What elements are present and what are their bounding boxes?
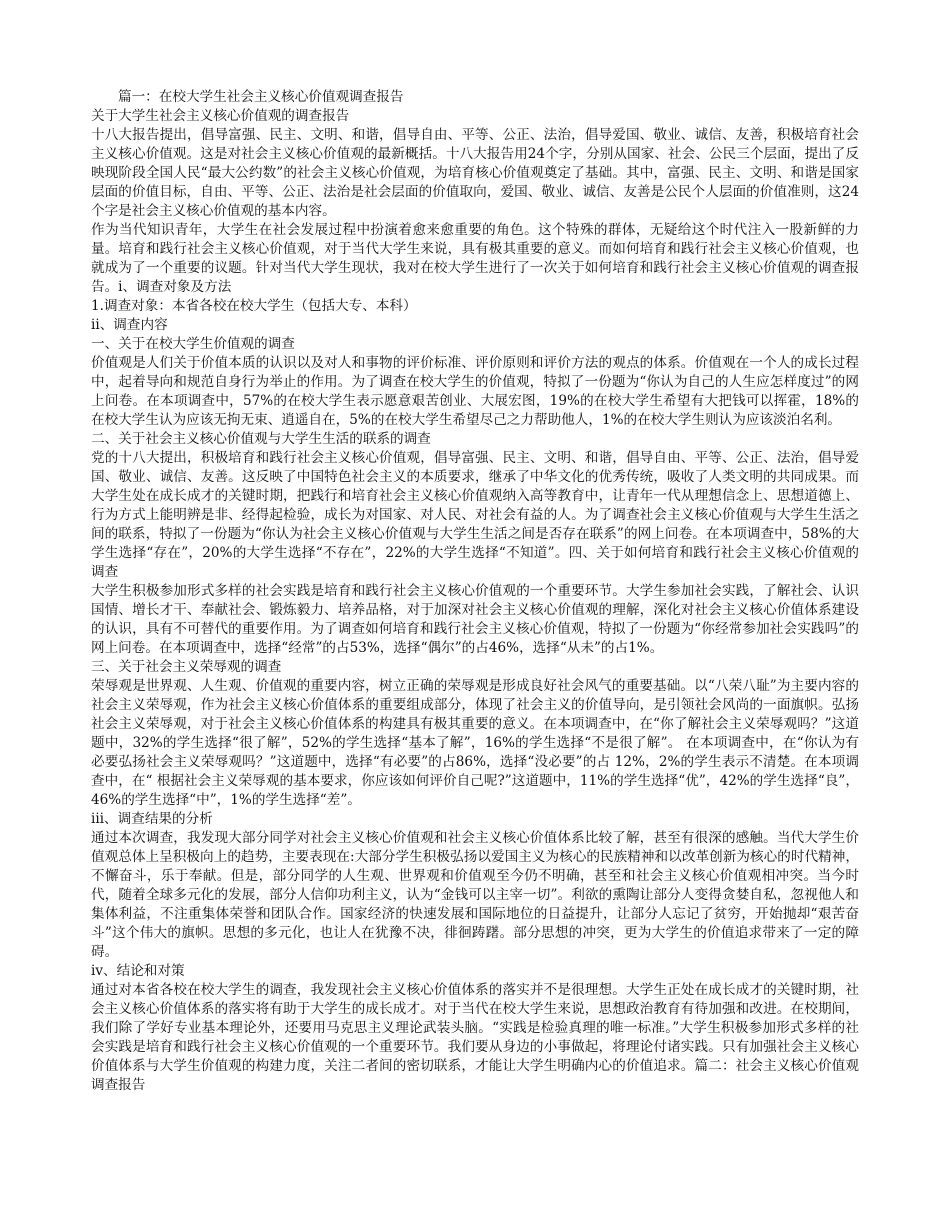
survey-target: 1.调查对象：本省各校在校大学生（包括大专、本科） (91, 298, 417, 314)
body-paragraph: 作为当代知识青年，大学生在社会发展过程中扮演着愈来愈重要的角色。这个特殊的群体，无疑给这个时代注入一股新鲜的力量。培育和践行社会主义核心价值观，对于当代大学生来说，具有极其重要的意义。而如何培育和践行社会主义核心价值观，也就成为了一个重要的议题。针对当代大学生现状，我对在校大学生进行了一次关于如何培育和践行社会主义核心价值观的调查报告。ⅰ、调查对象及方法 (91, 222, 859, 295)
document-title: 篇一：在校大学生社会主义核心价值观调查报告 (118, 89, 404, 105)
body-paragraph: 通过本次调查，我发现大部分同学对社会主义核心价值观和社会主义核心价值体系比较了解，甚至有很深的感触。当代大学生价值观总体上呈积极向上的趋势，主要表现在:大部分学生积极弘扬以爱国主义为核心的民族精神和以改革创新为核心的时代精神，不懈奋斗，乐于奉献。但是，部分同学的人生观、世界观和价值观至今仍不明确，甚至和社会主义核心价值观相冲突。当今时代，随着全球多元化的发展，部分人信仰功利主义，认为“金钱可以主宰一切”。利欲的熏陶让部分人变得贪婪自私，忽视他人和集体利益，不注重集体荣誉和团队合作。国家经济的快速发展和国际地位的日益提升，让部分人忘记了贫穷，开始抛却“艰苦奋斗”这个伟大的旗帜。思想的多元化，也让人在犹豫不决，徘徊踌躇。部分思想的冲突，更为大学生的价值追求带来了一定的障碍。 (91, 830, 859, 960)
body-paragraph: 党的十八大提出，积极培育和践行社会主义核心价值观，倡导富强、民主、文明、和谐，倡导自由、平等、公正、法治，倡导爱国、敬业、诚信、友善。这反映了中国特色社会主义的本质要求，继承了中华文化的优秀传统，吸收了人类文明的共同成果。而大学生处在成长成才的关键时期，把践行和培育社会主义核心价值观纳入高等教育中，让青年一代从理想信念上、思想道德上、行为方式上能明辨是非、经得起检验，成长为对国家、对人民、对社会有益的人。为了调查社会主义核心价值观与大学生生活之间的联系，特拟了一份题为“你认为社会主义核心价值观与大学生生活之间是否存在联系”的网上问卷。在本项调查中，58%的大学生选择“存在”，20%的大学生选择“不存在”，22%的大学生选择“不知道”。四、关于如何培育和践行社会主义核心价值观的调查 (91, 450, 859, 580)
section-heading: ⅳ、结论和对策 (91, 963, 185, 979)
body-paragraph: 大学生积极参加形式多样的社会实践是培育和践行社会主义核心价值观的一个重要环节。大学生参加社会实践，了解社会、认识国情、增长才干、奉献社会、锻炼毅力、培养品格，对于加深对社会主义核心价值观的理解，深化对社会主义核心价值体系建设的认识，具有不可替代的重要作用。为了调查如何培育和践行社会主义核心价值观，特拟了一份题为“你经常参加社会实践吗”的网上问卷。在本项调查中，选择“经常”的占53%，选择“偶尔”的占46%，选择“从未”的占1%。 (91, 583, 859, 656)
report-heading: 关于大学生社会主义核心价值观的调查报告 (91, 108, 350, 124)
subsection-heading: 三、关于社会主义荣辱观的调查 (91, 659, 282, 675)
body-paragraph: 价值观是人们关于价值本质的认识以及对人和事物的评价标准、评价原则和评价方法的观点的体系。价值观在一个人的成长过程中，起着导向和规范自身行为举止的作用。为了调查在校大学生的价值观，特拟了一份题为“你认为自己的人生应怎样度过”的网上问卷。在本项调查中，57%的在校大学生表示愿意艰苦创业、大展宏图，19%的在校大学生希望有大把钱可以挥霍，18%的在校大学生认为应该无拘无束、逍遥自在，5%的在校大学生希望尽己之力帮助他人，1%的在校大学生则认为应该淡泊名利。 (91, 355, 859, 428)
body-paragraph: 通过对本省各校在校大学生的调查，我发现社会主义核心价值体系的落实并不是很理想。大学生正处在成长成才的关键时期，社会主义核心价值体系的落实将有助于大学生的成长成才。对于当代在校大学生来说，思想政治教育有待加强和改进。在校期间，我们除了学好专业基本理论外，还要用马克思主义理论武装头脑。“实践是检验真理的唯一标准。”大学生积极参加形式多样的社会实践是培育和践行社会主义核心价值观的一个重要环节。我们要从身边的小事做起，将理论付诸实践。只有加强社会主义核心价值体系与大学生价值观的构建力度，关注二者间的密切联系，才能让大学生明确内心的价值追求。篇二：社会主义核心价值观调查报告 (91, 982, 859, 1093)
body-paragraph: 荣辱观是世界观、人生观、价值观的重要内容，树立正确的荣辱观是形成良好社会风气的重要基础。以“八荣八耻”为主要内容的社会主义荣辱观，作为社会主义核心价值体系的重要组成部分，体现了社会主义的价值导向，是引领社会风尚的一面旗帜。弘扬社会主义荣辱观，对于社会主义核心价值体系的构建具有极其重要的意义。在本项调查中，在“你了解社会主义荣辱观吗？”这道题中，32%的学生选择“很了解”，52%的学生选择“基本了解”，16%的学生选择“不是很了解”。 在本项调查中，在“你认为有必要弘扬社会主义荣辱观吗？”这道题中，选择“有必要”的占86%，选择“没必要”的占 12%，2%的学生表示不清楚。在本项调查中，在“ 根据社会主义荣辱观的基本要求，你应该如何评价自己呢?”这道题中，11%的学生选择“优”，42%的学生选择“良”，46%的学生选择“中”，1%的学生选择“差”。 (91, 678, 859, 808)
subsection-heading: 二、关于社会主义核心价值观与大学生生活的联系的调查 (91, 431, 431, 447)
subsection-heading: 一、关于在校大学生价值观的调查 (91, 336, 295, 352)
section-heading: ⅲ、调查结果的分析 (91, 811, 213, 827)
body-paragraph: 十八大报告提出，倡导富强、民主、文明、和谐，倡导自由、平等、公正、法治，倡导爱国、敬业、诚信、友善，积极培育社会主义核心价值观。这是对社会主义核心价值观的最新概括。十八大报告用24个字，分别从国家、社会、公民三个层面，提出了反映现阶段全国人民“最大公约数”的社会主义核心价值观，为培育核心价值观奠定了基础。其中，富强、民主、文明、和谐是国家层面的价值目标，自由、平等、公正、法治是社会层面的价值取向，爱国、敬业、诚信、友善是公民个人层面的价值准则，这24个字是社会主义核心价值观的基本内容。 (91, 127, 859, 219)
section-heading: ⅱ、调查内容 (91, 317, 168, 333)
